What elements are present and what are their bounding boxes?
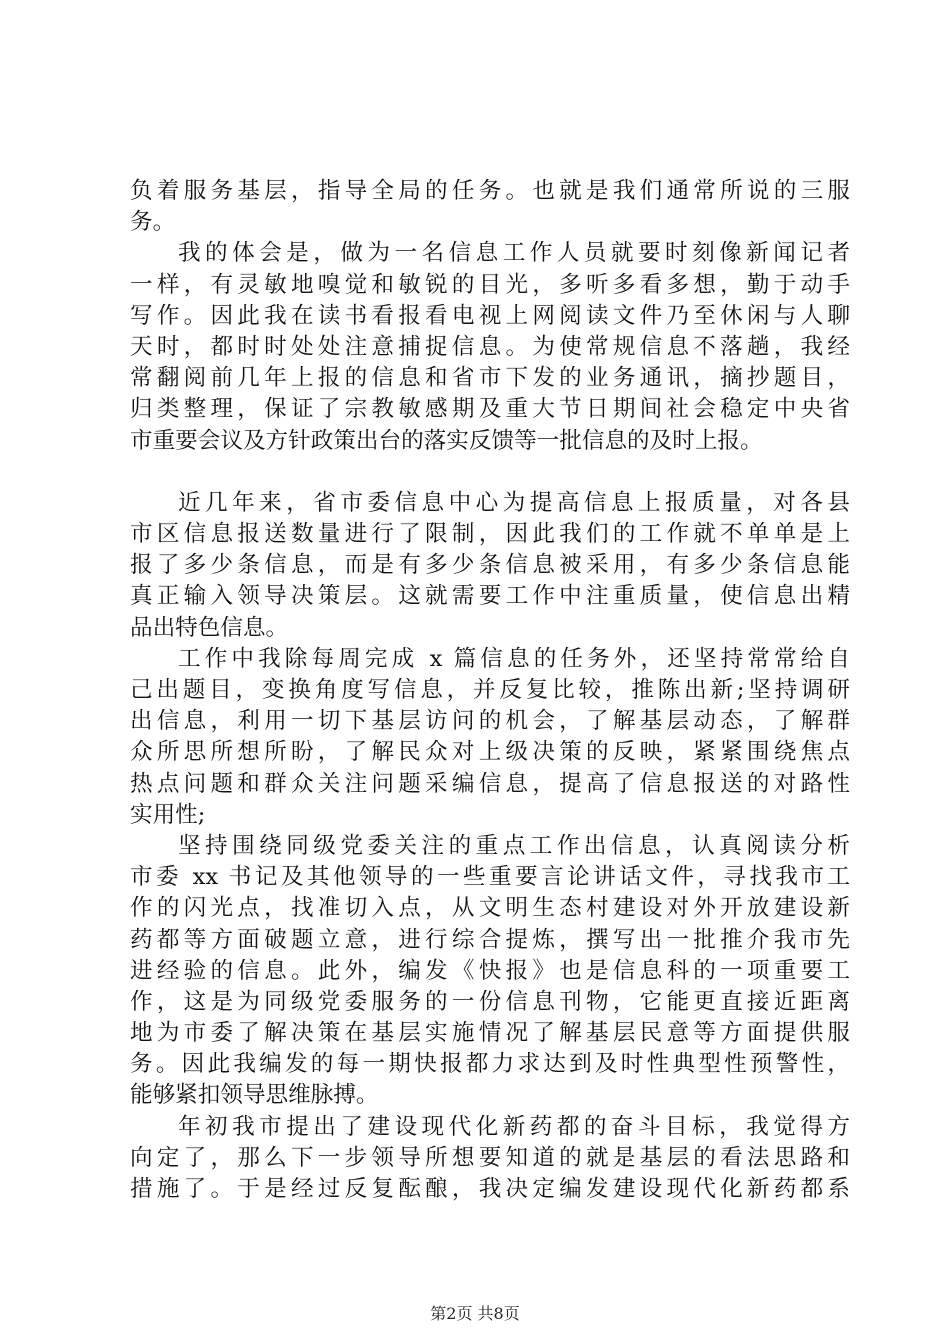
text-line: 作的闪光点，找准切入点，从文明生态村建设对外开放建设新	[130, 895, 850, 922]
paragraph-gap	[130, 457, 850, 488]
text-line: 常翻阅前几年上报的信息和省市下发的业务通讯，摘抄题目，	[130, 365, 850, 392]
text-line: 工作中我除每周完成 x 篇信息的任务外，还坚持常常给自	[178, 645, 850, 672]
text-line: 天时，都时时处处注意捕捉信息。为使常规信息不落趟，我经	[130, 333, 850, 360]
text-line: 作，这是为同级党委服务的一份信息刊物，它能更直接近距离	[130, 988, 850, 1015]
text-line: 出信息，利用一切下基层访问的机会，了解基层动态，了解群	[130, 708, 850, 735]
text-line: 市委 xx 书记及其他领导的一些重要言论讲话文件，寻找我市工	[130, 864, 850, 891]
text-line: 负着服务基层，指导全局的任务。也就是我们通常所说的三服	[130, 178, 850, 204]
text-line: 己出题目，变换角度写信息，并反复比较，推陈出新;坚持调研	[130, 677, 850, 703]
text-line: 市重要会议及方针政策出台的落实反馈等一批信息的及时上报。	[130, 427, 763, 454]
paragraph	[130, 1112, 850, 1206]
paragraph	[130, 644, 850, 831]
text-line: 地为市委了解决策在基层实施情况了解基层民意等方面提供服	[130, 1020, 850, 1047]
text-line: 能够紧扣领导思维脉搏。	[130, 1082, 379, 1109]
paragraph	[130, 238, 850, 456]
text-line: 真正输入领导决策层。这就需要工作中注重质量，使信息出精	[130, 583, 850, 610]
text-line: 坚持围绕同级党委关注的重点工作出信息，认真阅读分析	[178, 832, 850, 859]
text-line: 写作。因此我在读书看报看电视上网阅读文件乃至休闲与人聊	[130, 302, 850, 329]
page-footer: 第2页 共8页	[430, 1304, 520, 1323]
text-line: 我的体会是，做为一名信息工作人员就要时刻像新闻记者	[178, 240, 850, 267]
text-line: 报了多少条信息，而是有多少条信息被采用，有多少条信息能	[130, 552, 850, 579]
body-text	[130, 176, 850, 1205]
text-line: 务。	[130, 209, 176, 236]
text-line: 众所思所想所盼，了解民众对上级决策的反映，紧紧围绕焦点	[130, 739, 850, 766]
text-line: 向定了，那么下一步领导所想要知道的就是基层的看法思路和	[130, 1144, 850, 1171]
paragraph	[130, 488, 850, 644]
text-line: 药都等方面破题立意，进行综合提炼，撰写出一批推介我市先	[130, 926, 850, 953]
text-line: 年初我市提出了建设现代化新药都的奋斗目标，我觉得方	[178, 1113, 850, 1140]
text-line: 品出特色信息。	[130, 614, 289, 641]
text-line: 近几年来，省市委信息中心为提高信息上报质量，对各县	[178, 489, 850, 516]
text-line: 市区信息报送数量进行了限制，因此我们的工作就不单单是上	[130, 521, 850, 548]
paragraph	[130, 176, 850, 238]
text-line: 热点问题和群众关注问题采编信息，提高了信息报送的对路性	[130, 770, 850, 797]
text-line: 措施了。于是经过反复酝酿，我决定编发建设现代化新药都系	[130, 1176, 850, 1202]
paragraph	[130, 831, 850, 1112]
text-line: 进经验的信息。此外，编发《快报》也是信息科的一项重要工	[130, 957, 850, 984]
text-line: 一样，有灵敏地嗅觉和敏锐的目光，多听多看多想，勤于动手	[130, 271, 850, 298]
text-line: 务。因此我编发的每一期快报都力求达到及时性典型性预警性，	[130, 1051, 850, 1078]
text-line: 归类整理，保证了宗教敏感期及重大节日期间社会稳定中央省	[130, 396, 850, 423]
text-line: 实用性;	[130, 801, 206, 828]
